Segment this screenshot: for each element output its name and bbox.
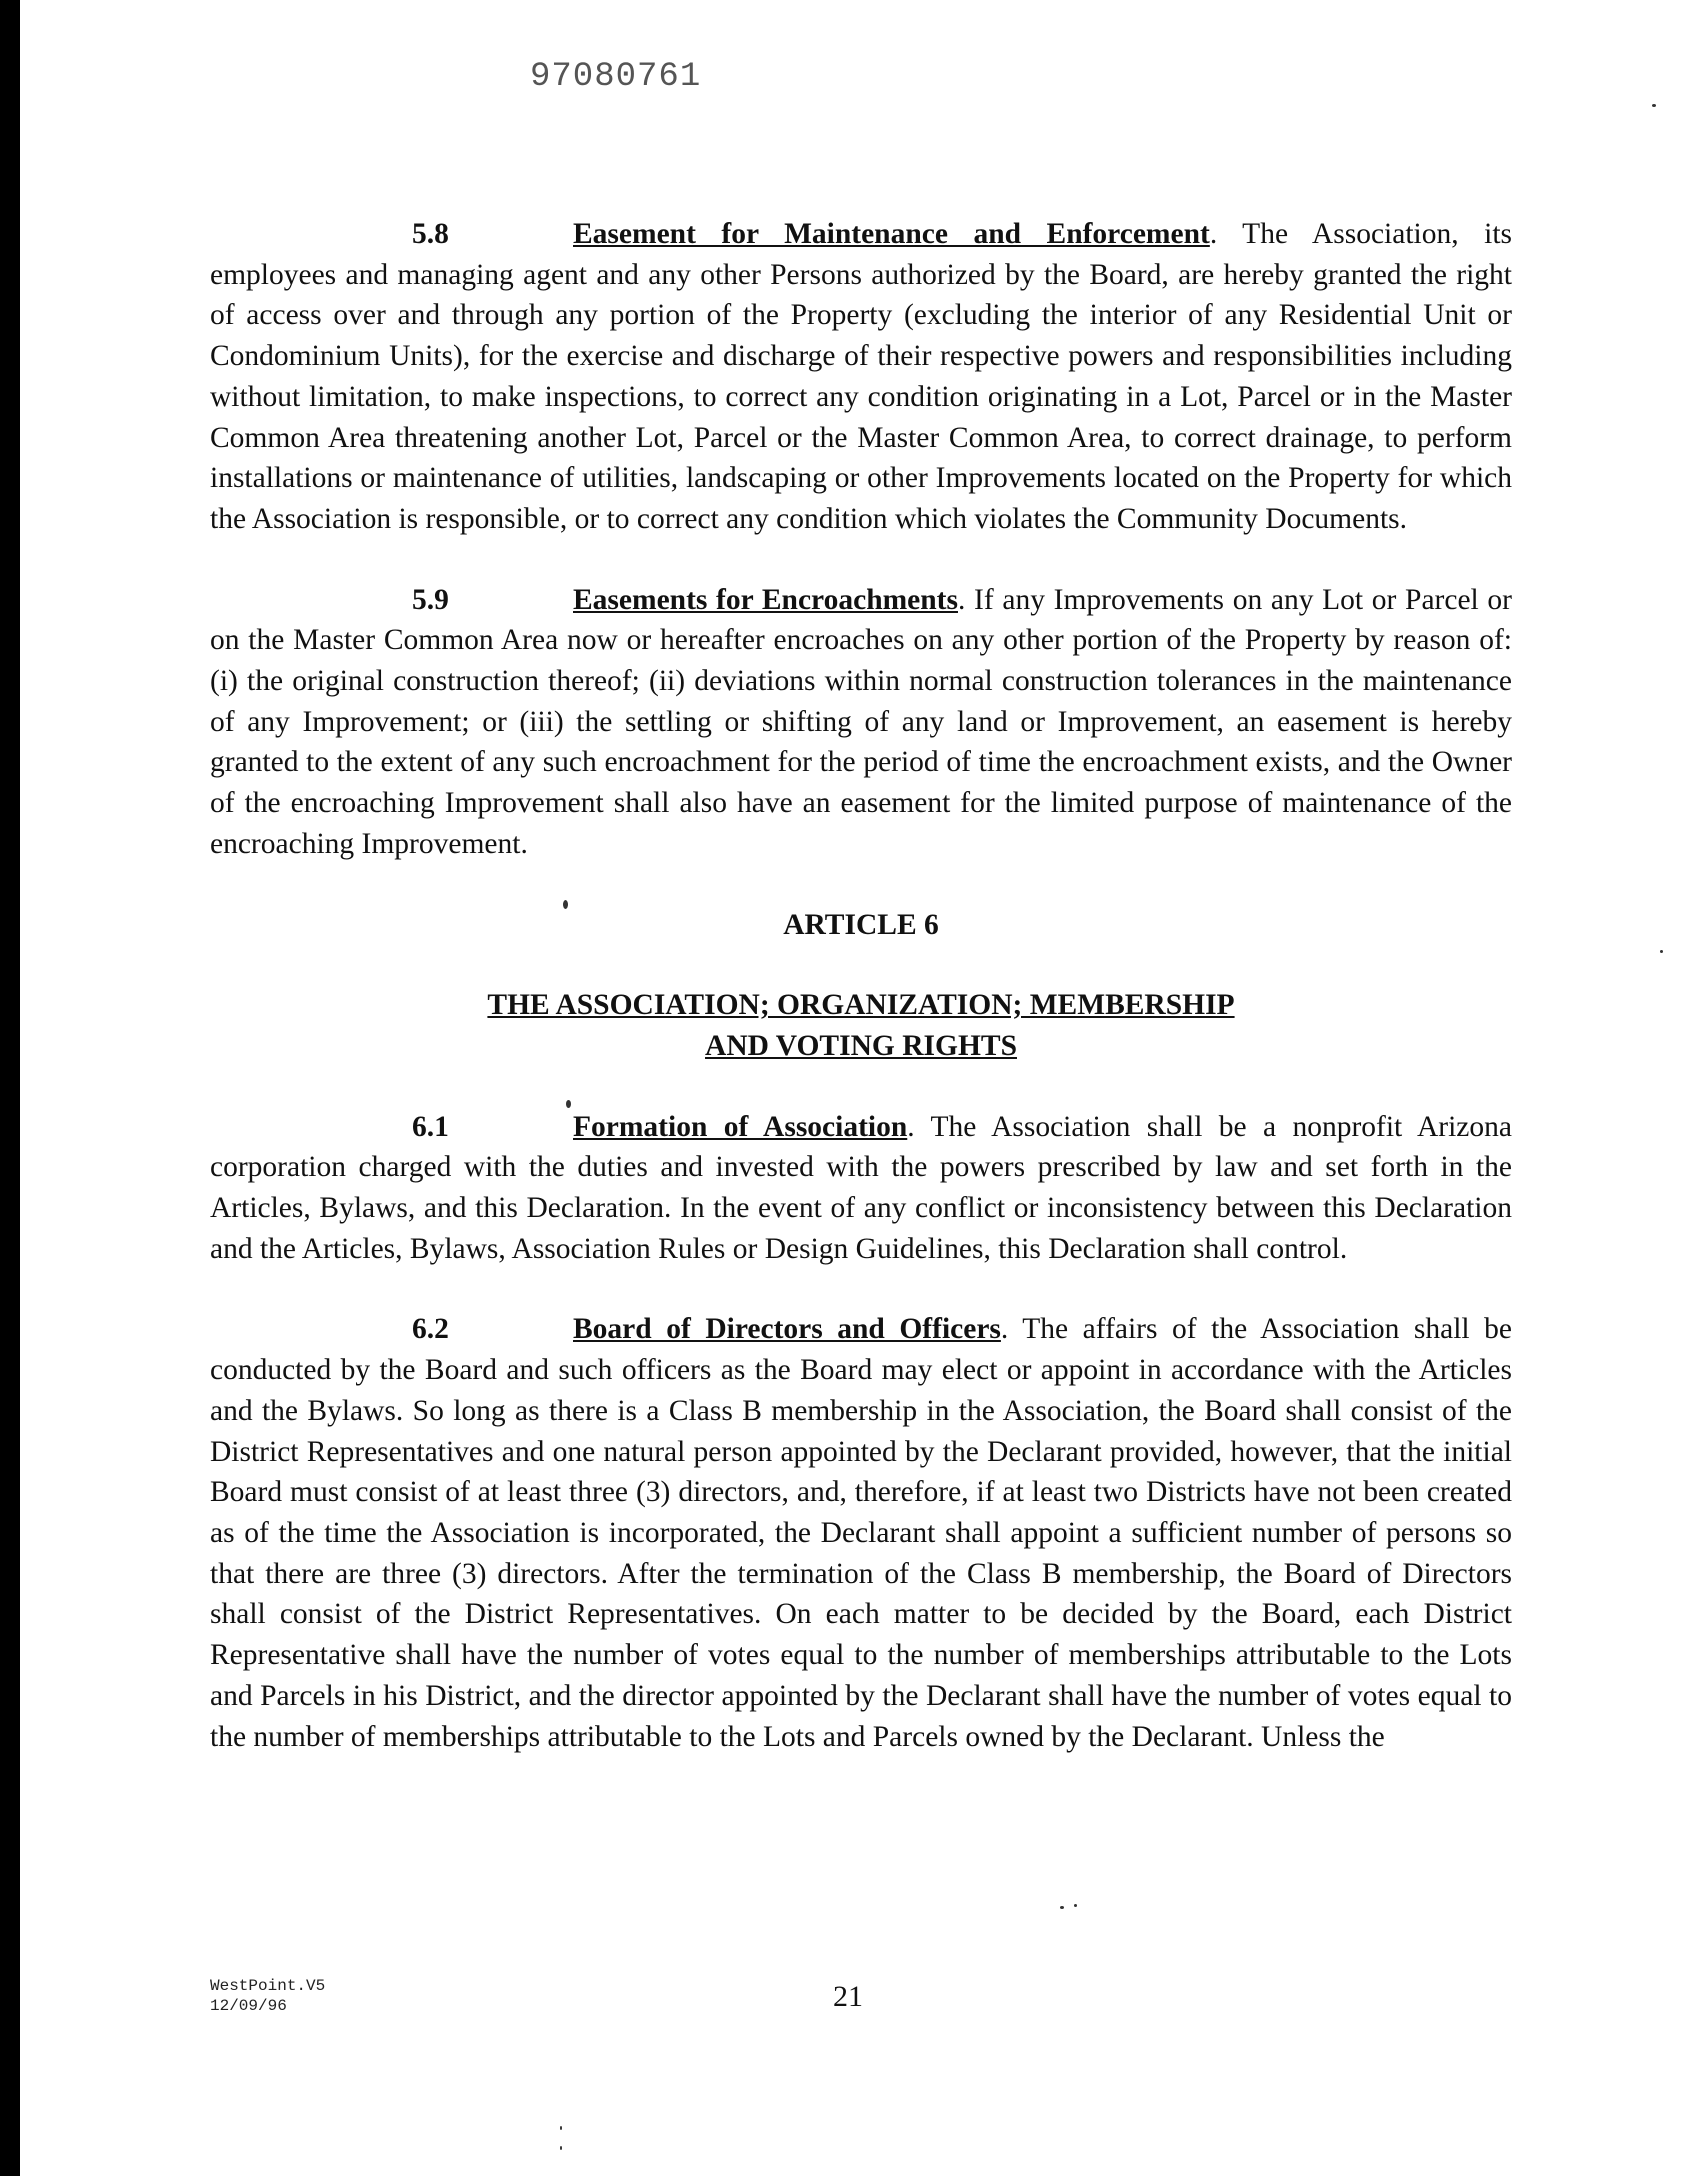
section-number: 6.1 <box>412 1110 449 1143</box>
footer-date: 12/09/96 <box>210 1997 287 2015</box>
scan-edge <box>0 0 20 2176</box>
section-6-2 <box>210 1309 1512 1757</box>
article-title-line-2: AND VOTING RIGHTS <box>705 1029 1017 1062</box>
scan-speck <box>560 2126 562 2130</box>
section-6-1 <box>210 1107 1512 1270</box>
article-title-line-1: THE ASSOCIATION; ORGANIZATION; MEMBERSHIP <box>487 989 1235 1022</box>
scan-speck <box>563 900 568 909</box>
article-title <box>421 985 1301 1066</box>
section-number: 5.9 <box>412 583 449 616</box>
section-number: 6.2 <box>412 1313 449 1346</box>
scan-speck <box>1074 1904 1077 1907</box>
scan-speck <box>566 1100 571 1108</box>
scan-speck <box>1652 104 1656 107</box>
scan-speck <box>1660 950 1663 953</box>
section-body: . The affairs of the Association shall be conducted by the Board and such officers as the Board may elect or appoint in accordance with the Articles and the Bylaws. So long as there is a Class B membership in the Association, the Board shall consist of the District Representatives and one natural person appointed by the Declarant provided, however, that the initial Board must consist of at least three (3) directors, and, therefore, if at least two Districts have not been created as of the time the Association is incorporated, the Declarant shall appoint a sufficient number of persons so that there are three (3) directors. After the termination of the Class B membership, the Board of Directors shall consist of the District Representatives. On each matter to be decided by the Board, each District Representative shall have the number of votes equal to the number of memberships attributable to the Lots and Parcels in his District, and the director appointed by the Declarant shall have the number of votes equal to the number of memberships attributable to the Lots and Parcels owned by the Declarant. Unless the <box>210 1313 1512 1753</box>
section-title: Easement for Maintenance and Enforcement <box>573 218 1210 250</box>
article-heading: ARTICLE 6 <box>783 908 939 941</box>
section-body: . If any Improvements on any Lot or Parcel or on the Master Common Area now or hereafter encroaches on any other portion of the Property by reason of: (i) the original construction thereof; (ii) deviations within normal construction tolerances in the maintenance of any Improvement; or (iii) the settling or shifting of any land or Improvement, an easement is hereby granted to the extent of any such encroachment for the period of time the encroachment exists, and the Owner of the encroaching Improvement shall also have an easement for the limited purpose of maintenance of the encroaching Improvement. <box>210 583 1512 860</box>
scan-speck <box>1060 1906 1064 1909</box>
section-title: Easements for Encroachments <box>573 583 958 616</box>
section-body: . The Association shall be a nonprofit Arizona corporation charged with the duties and invested with the powers prescribed by law and set forth in the Articles, Bylaws, and this Declaration. In the event of any conflict or inconsistency between this Declaration and the Articles, Bylaws, Association Rules or Design Guidelines, this Declaration shall control. <box>210 1110 1512 1265</box>
section-5-9 <box>210 580 1512 865</box>
page-number: 21 <box>833 1980 863 2013</box>
footer-file-name: WestPoint.V5 <box>210 1977 326 1995</box>
section-5-8 <box>210 214 1512 540</box>
document-stamp-number: 97080761 <box>530 58 702 96</box>
page-body <box>210 214 1512 1797</box>
section-body: . The Association, its employees and managing agent and any other Persons authorized by the Board, are hereby granted the right of access over and through any portion of the Property (excluding the interior of any Residential Unit or Condominium Units), for the exercise and discharge of their respective powers and responsibilities including without limitation, to make inspections, to correct any condition originating in a Lot, Parcel or in the Master Common Area threatening another Lot, Parcel or the Master Common Area, to correct drainage, to perform installations or maintenance of utilities, landscaping or other Improvements located on the Property for which the Association is responsible, or to correct any condition which violates the Community Documents. <box>210 218 1512 535</box>
scan-speck <box>560 2146 562 2150</box>
section-title: Board of Directors and Officers <box>573 1313 1001 1346</box>
section-number: 5.8 <box>412 218 449 250</box>
section-title: Formation of Association <box>573 1110 908 1143</box>
